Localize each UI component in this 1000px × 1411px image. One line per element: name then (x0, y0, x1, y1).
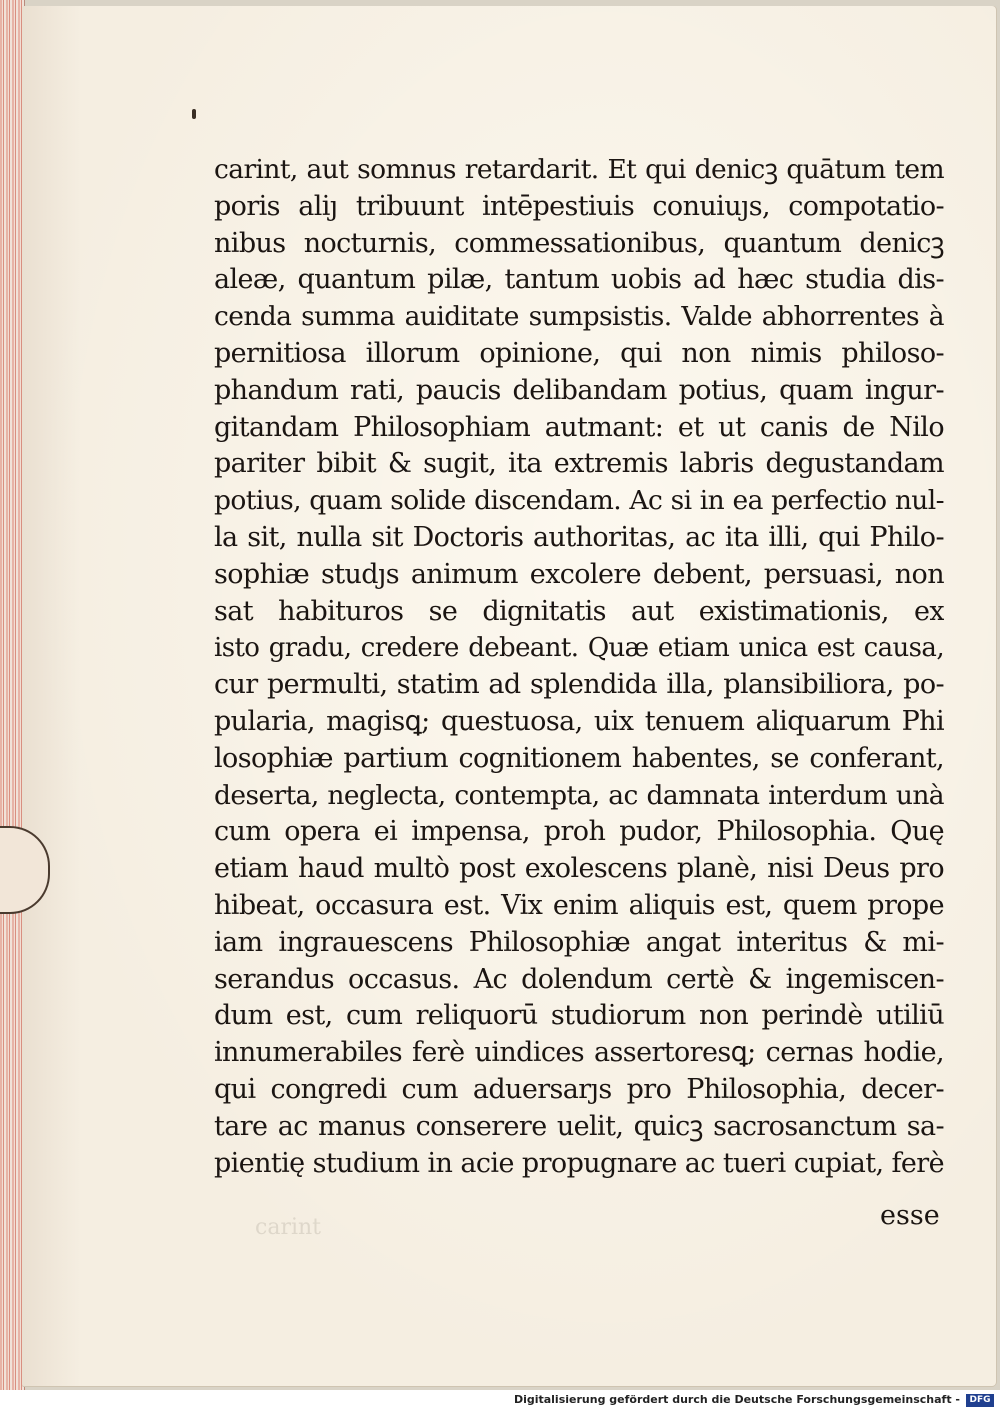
text-line: aleæ, quantum pilæ, tantum uobis ad hæc studia dis- (214, 264, 944, 296)
text-line: pernitiosa illorum opinione, qui non nimis philoso- (214, 337, 944, 369)
text-line: hibeat, occasura est. Vix enim aliquis est, quem prope (214, 889, 944, 921)
text-line: cur permulti, statim ad splendida illa, plansibiliora, po- (214, 669, 944, 701)
text-line: poris aliȷ tribuunt intēpestiuis conuiuȷs, compotatio- (214, 190, 944, 222)
text-line: tare ac manus conserere uelit, quicꝫ sacrosanctum sa- (214, 1110, 944, 1142)
text-line: serandus occasus. Ac dolendum certè & ingemiscen- (214, 963, 944, 995)
text-line: potius, quam solide discendam. Ac si in ea perfectio nul- (214, 485, 944, 517)
text-line: deserta, neglecta, contempta, ac damnata interdum unà (214, 779, 944, 811)
text-line: pariter bibit & sugit, ita extremis labris degustandam (214, 448, 944, 480)
text-line: pularia, magisꝗ; questuosa, uix tenuem aliquarum Phi (214, 705, 944, 737)
text-line: dum est, cum reliquorū studiorum non perindè utiliū (214, 1000, 944, 1032)
text-line: etiam haud multò post exolescens planè, nisi Deus pro (214, 853, 944, 885)
text-line: pientię studium in acie propugnare ac tueri cupiat, ferè (214, 1147, 944, 1179)
text-line: sat habituros se dignitatis aut existimationis, ex (214, 595, 944, 627)
footer-bar (0, 1390, 1000, 1411)
dfg-logo: DFG (966, 1394, 994, 1407)
footer-credit: Digitalisierung gefördert durch die Deutsche Forschungsgemeinschaft - (513, 1393, 960, 1406)
offset-ghost-text: carint (255, 1215, 321, 1240)
text-line: isto gradu, credere debeant. Quæ etiam unica est causa, (214, 633, 944, 664)
ink-mark (192, 109, 196, 119)
text-line: iam ingrauescens Philosophiæ angat interitus & mi- (214, 926, 944, 958)
text-line: losophiæ partium cognitionem habentes, se conferant, (214, 742, 944, 774)
text-line: cum opera ei impensa, proh pudor, Philosophia. Quę (214, 816, 944, 848)
body-text (214, 152, 944, 1182)
text-line: nibus nocturnis, commessationibus, quantum denicꝫ (214, 227, 944, 259)
text-line: phandum rati, paucis delibandam potius, quam ingur- (214, 374, 944, 406)
text-line: sophiæ studȷs animum excolere debent, persuasi, non (214, 558, 944, 590)
text-line: qui congredi cum aduersarȷs pro Philosophia, decer- (214, 1073, 944, 1105)
text-line: la sit, nulla sit Doctoris authoritas, ac ita illi, qui Philo- (214, 521, 944, 553)
text-line: innumerabiles ferè uindices assertoresꝗ; cernas hodie, (214, 1037, 944, 1069)
catchword: esse (880, 1200, 940, 1231)
text-line: cenda summa auiditate sumpsistis. Valde abhorrentes à (214, 301, 944, 333)
text-line: carint, aut somnus retardarit. Et qui denicꝫ quātum tem (214, 154, 944, 185)
text-line: gitandam Philosophiam autmant: et ut canis de Nilo (214, 411, 944, 443)
